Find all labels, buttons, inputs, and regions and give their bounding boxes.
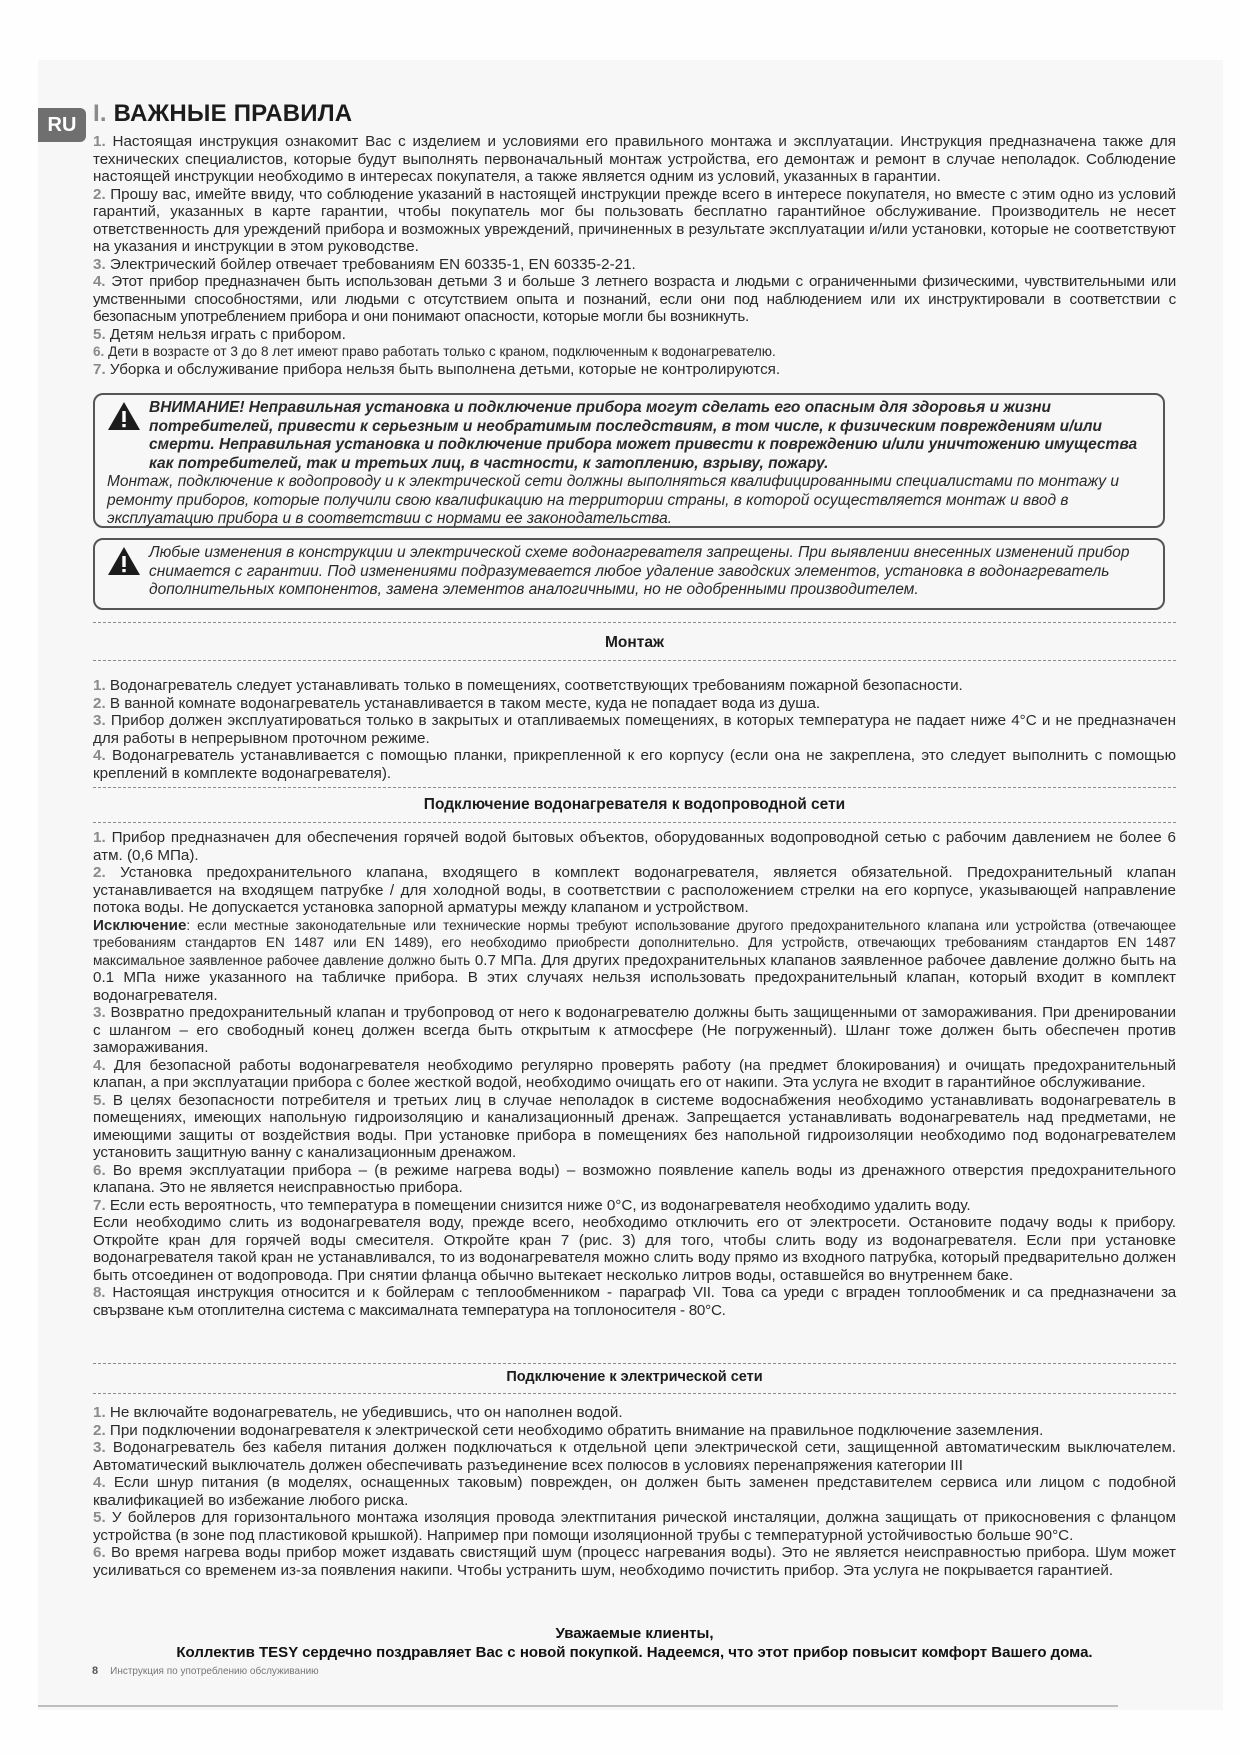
item-number: 5.: [93, 325, 106, 343]
warning-box-modifications: [93, 538, 1165, 610]
list-item: [93, 1162, 1176, 1197]
item-number: 3.: [93, 1004, 106, 1021]
rule-item: [93, 343, 1176, 361]
dashed-divider: [93, 660, 1176, 661]
item-number: 6.: [93, 1161, 106, 1179]
list-item: [93, 712, 1176, 747]
item-number: 1.: [93, 677, 106, 694]
bottom-rule: [38, 1705, 1118, 1707]
section-title-text: ВАЖНЫЕ ПРАВИЛА: [113, 100, 353, 127]
section-heading-water: Подключение водонагревателя к водопроводной сети: [423, 796, 846, 813]
item-number: 2.: [93, 864, 106, 881]
item-text: Детям нельзя играть с прибором.: [109, 325, 346, 343]
item-number: 4.: [93, 1474, 106, 1491]
dashed-divider: [93, 622, 1176, 623]
warning-triangle-icon: [107, 546, 141, 576]
warning-bold-text: ВНИМАНИЕ! Неправильная установка и подключение прибора могут сделать его опасным для здоровья и жизни потребителей, привести к серьезным и необратимым последствиям, в том числе, к физическим повреждениям и/или смерти. Неправильная установка и подключение прибора может привести к повреждению и/или уничтожению имущества как потребителей, так и третьих лиц, в частности, к затоплению, взрыву, пожару.: [149, 399, 1138, 472]
list-item: [93, 695, 1176, 713]
warning-text: Монтаж, подключение к водопроводу и к электрической сети должны выполняться квалифицированными специалистами по монтажу и ремонту приборов, которые получили свою квалификацию на территории страны, в которой осуществляется монтаж и ввод в эксплуатацию прибора и в соответствии с нормами ее законодательства.: [107, 473, 1119, 527]
section-title: [93, 100, 352, 128]
list-item: [93, 1544, 1176, 1579]
dashed-divider: [93, 1393, 1176, 1394]
page-footer: [92, 1665, 319, 1677]
dashed-divider: [93, 822, 1176, 823]
list-item: [93, 1057, 1176, 1092]
closing-greeting: Уважаемые клиенты,: [555, 1625, 714, 1642]
item-text: Этот прибор предназначен быть использован детьми 3 и больше 3 летнего возраста и людьми с ограниченными физическими, чувствительными или умственными способностями, или людьми с отсутствием опыта и познаний, если они под наблюдением или их инструктировали в соответствии с безопасным употреблением прибора и они понимают опасности, которые могли бы возникнуть.: [93, 273, 1176, 325]
list-item: [93, 1284, 1176, 1319]
rules-list: [93, 133, 1176, 378]
list-item: [93, 1092, 1176, 1162]
montazh-list: [93, 677, 1176, 782]
item-number: 8.: [93, 1284, 106, 1301]
item-number: 4.: [93, 747, 106, 764]
list-item: [93, 677, 1176, 695]
item-text: Дети в возрасте от 3 до 8 лет имеют право работать только с краном, подключенным к водонагревателю.: [108, 344, 776, 359]
item-number: 3.: [93, 255, 106, 273]
drain-paragraph: Если необходимо слить из водонагревателя воду, прежде всего, необходимо отключить его от электросети. Остановите подачу воды к прибору. Откройте кран для горячей воды смесителя. Откройте кран 7 (рис. 3) для того, чтобы слить воду из водонагревателя. Если при установке водонагревателя такой кран не устанавливался, то из водонагревателя можно слить воду прямо из входного патрубка, который предварительно должен быть отсоединен от водопровода. При снятии фланца обычно вытекает несколько литров воды, оставшейся во внутреннем баке.: [93, 1214, 1176, 1284]
item-text: Водонагреватель устанавливается с помощью планки, прикрепленной к его корпусу (если она не закреплена, это следует выполнить с помощью креплений в комплекте водонагревателя).: [93, 747, 1176, 782]
item-number: 2.: [93, 1421, 106, 1439]
rule-item: [93, 273, 1176, 326]
item-text: Водонагреватель без кабеля питания должен подключаться к отдельной цепи электрической сети, защищенной автоматическим выключателем. Автоматический выключатель должен обеспечивать разъединение всех полюсов в условиях перенапряжения категории III: [93, 1439, 1176, 1474]
item-text: При подключении водонагревателя к электрической сети необходимо обратить внимание на правильное подключение заземления.: [109, 1421, 1044, 1439]
item-text: Не включайте водонагреватель, не убедившись, что он наполнен водой.: [109, 1404, 623, 1421]
item-number: 7.: [93, 1196, 106, 1214]
item-number: 3.: [93, 712, 106, 729]
language-tab: RU: [38, 108, 86, 142]
warning-box: [93, 393, 1165, 528]
water-list: [93, 829, 1176, 1319]
item-text: Если есть вероятность, что температура в помещении снизится ниже 0°C, из водонагревателя необходимо удалить воду.: [109, 1196, 971, 1214]
item-number: 4.: [93, 1056, 106, 1074]
item-number: 1.: [93, 829, 106, 846]
rule-item: [93, 186, 1176, 256]
item-number: 3.: [93, 1439, 106, 1456]
item-text: Во время эксплуатации прибора – (в режиме нагрева воды) – возможно появление капель воды из дренажного отверстия предохранительного клапана. Это не является неисправностью прибора.: [93, 1161, 1176, 1196]
section-number: I.: [93, 100, 107, 127]
item-number: 5.: [93, 1091, 106, 1109]
item-number: 1.: [93, 133, 106, 150]
item-number: 5.: [93, 1509, 106, 1526]
item-number: 6.: [93, 1544, 106, 1561]
list-item: [93, 1439, 1176, 1474]
item-text: Электрический бойлер отвечает требованиям EN 60335-1, EN 60335-2-21.: [109, 255, 636, 273]
item-number: 1.: [93, 1404, 106, 1421]
item-text: Для безопасной работы водонагревателя необходимо регулярно проверять работу (на предмет блокирования) и очищать предохранительный клапан, а при эксплуатации прибора с более жесткой водой, необходимо очищать его от накипи. Эта услуга не входит в гарантийное обслуживание.: [93, 1056, 1176, 1091]
section-heading-montazh: Монтаж: [605, 634, 664, 651]
item-text: Прибор должен эксплуатироваться только в закрытых и отапливаемых помещениях, в которых температура не падает ниже 4°C и не предназначен для работы в непрерывном проточном режиме.: [93, 712, 1176, 747]
exception-label: Исключение: [93, 916, 187, 934]
warning-triangle-icon: [107, 401, 141, 431]
section-heading-electric: Подключение к электрической сети: [506, 1369, 763, 1385]
item-text: Водонагреватель следует устанавливать только в помещениях, соответствующих требованиям пожарной безопасности.: [109, 677, 963, 694]
rule-item: [93, 133, 1176, 186]
list-item: [93, 864, 1176, 917]
list-item: [93, 829, 1176, 864]
dashed-divider: [93, 787, 1176, 788]
item-number: 7.: [93, 360, 106, 378]
rule-item: [93, 326, 1176, 344]
electric-list: [93, 1404, 1176, 1579]
rule-item: [93, 361, 1176, 379]
list-item: [93, 1404, 1176, 1422]
page-number: 8: [92, 1665, 99, 1677]
dashed-divider: [93, 1363, 1176, 1364]
list-item: [93, 1509, 1176, 1544]
item-text: Прошу вас, имейте ввиду, что соблюдение указаний в настоящей инструкции прежде всего в интересе покупателя, но вместе с этим одно из условий гарантий, указанных в карте гарантии, чтобы покупатель мог бы пользовать бесплатно гарантийное обслуживание. Производитель не несет ответственность для уреждений прибора и возможных увреждений, причиненных в результате эксплуатации и/или установки, которые не соответствуют на указания и инструкции в этом руководстве.: [93, 185, 1176, 255]
item-text: Если шнур питания (в моделях, оснащенных таковым) поврежден, он должен быть заменен представителем сервиса или лицом с подобной квалификацией во избежание любого риска.: [93, 1474, 1176, 1509]
item-text: В целях безопасности потребителя и третьих лиц в случае неполадок в системе водоснабжения необходимо устанавливать водонагреватель в помещениях, имеющих напольную гидроизоляцию и канализационный дренаж. Запрещается устанавливать водонагреватель над предметами, не имеющими защиты от воздействия воды. При установке прибора в помещениях без напольной гидроизоляции необходимо под водонагревателем установить защитную ванну с канализационным дренажом.: [93, 1091, 1176, 1161]
item-text: В ванной комнате водонагреватель устанавливается в таком месте, куда не попадает вода из душа.: [109, 694, 821, 712]
exception-paragraph: [93, 917, 1176, 1005]
item-number: 4.: [93, 273, 106, 290]
list-item: [93, 1422, 1176, 1440]
item-text: Установка предохранительного клапана, входящего в комплект водонагревателя, является обязательной. Предохранительный клапан устанавливается на входящем патрубке / для холодной воды, в соответствии с расположением стрелки на его корпусе, указывающей направление потока воды. Не допускается установка запорной арматуры между клапаном и устройством.: [93, 864, 1176, 916]
rule-item: [93, 256, 1176, 274]
exception-text: 0.7 МПа. Для других предохранительных клапанов заявленное рабочее давление должно быть на 0.1 МПа ниже указанного на табличке прибора. В этих случаях нельзя использовать предохранительный клапан, который входит в комплект водонагревателя.: [93, 951, 1177, 1004]
footer-text: Инструкция по употреблению обслуживанию: [110, 1666, 319, 1677]
item-text: Настоящая инструкция относится и к бойлерам с теплообменником - параграф VII. Това са уреди с вграден топлообменик и са предназначени за свързване към отоплителна система с максималната температура на топлоносителя - 80°C.: [93, 1284, 1176, 1319]
item-number: 6.: [93, 344, 105, 359]
closing-message: Коллектив TESY сердечно поздравляет Вас с новой покупкой. Надеемся, что этот прибор повысит комфорт Вашего дома.: [176, 1644, 1093, 1661]
item-text: Настоящая инструкция ознакомит Вас с изделием и условиями его правильного монтажа и эксплуатации. Инструкция предназначена также для технических специалистов, которые будут выполнять первоначальный монтаж устройства, его демонтаж и ремонт в случае неполадок. Соблюдение настоящей инструкции необходимо в интересах покупателя, а также является одним из условий, указанных в гарантии.: [93, 133, 1176, 185]
list-item: [93, 1004, 1176, 1057]
list-item: [93, 1197, 1176, 1215]
exception-small-text: : если местные законодательные или технические нормы требуют использование другого предохранительного клапана или устройства (отвечающее требованиям стандартов EN 1487 или EN 1489), его необходимо приобрести дополнительно. Для устройств, отвечающих требованиям стандартов EN 1487 максимальное заявленное рабочее давление должно быть: [93, 917, 1176, 968]
item-text: У бойлеров для горизонтального монтажа изоляция провода электпитания рической инсталяции, должна защищать от прикосновения с фланцом устройства (в зоне под пластиковой крышкой). Например при помощи изоляционной трубы с температурной устойчивостью больше 90°C.: [93, 1509, 1176, 1544]
item-text: Уборка и обслуживание прибора нельзя быть выполнена детьми, которые не контролируются.: [109, 360, 781, 378]
warning-text: Любые изменения в конструкции и электрической схеме водонагревателя запрещены. При выявлении внесенных изменений прибор снимается с гарантии. Под изменениями подразумевается любое удаление заводских элементов, установка в водонагреватель дополнительных компонентов, замена элементов аналогичными, но не одобренными производителем.: [149, 544, 1130, 598]
item-number: 2.: [93, 694, 106, 712]
item-text: Прибор предназначен для обеспечения горячей водой бытовых объектов, оборудованных водопроводной сетью с рабочим давлением не более 6 атм. (0,6 МПа).: [93, 829, 1176, 864]
list-item: [93, 747, 1176, 782]
item-number: 2.: [93, 185, 106, 203]
item-text: Возвратно предохранительный клапан и трубопровод от него к водонагревателю должны быть защищенными от замораживания. При дренировании с шлангом – его свободный конец должен всегда быть открытым к атмосфере (Не погруженный). Шланг тоже должен быть обеспечен против замораживания.: [93, 1004, 1176, 1056]
list-item: [93, 1474, 1176, 1509]
item-text: Во время нагрева воды прибор может издавать свистящий шум (процесс нагревания воды). Это не является неисправностью прибора. Шум может усиливаться со временем из-за появления накипи. Чтобы устранить шум, необходимо почистить прибор. Эта услуга не покрывается гарантией.: [93, 1544, 1176, 1579]
